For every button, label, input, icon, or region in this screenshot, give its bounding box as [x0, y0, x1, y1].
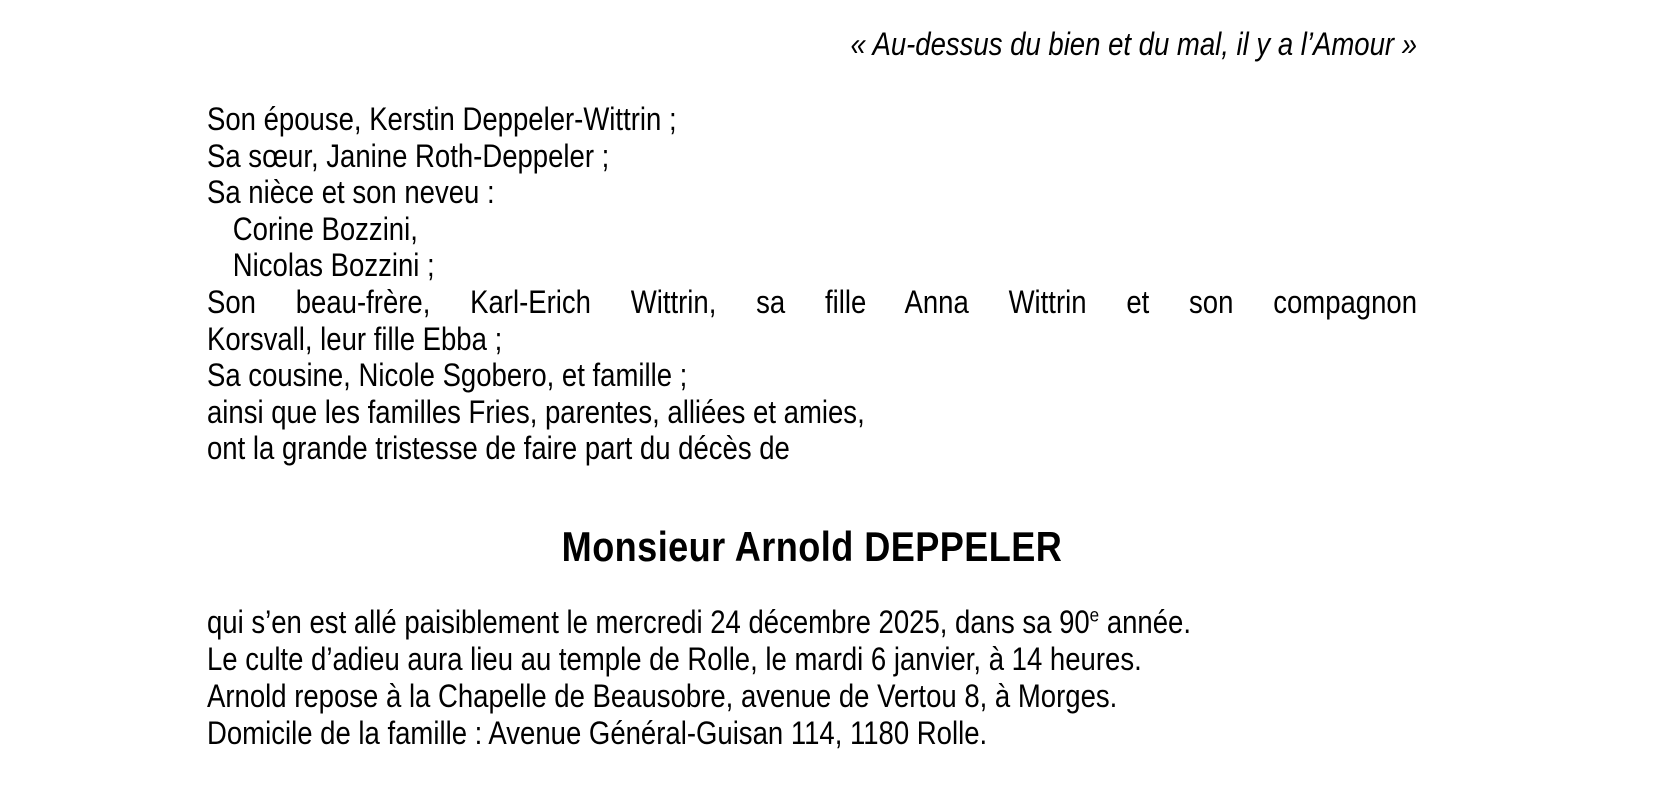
family-line-nicolas: Nicolas Bozzini ; — [232, 247, 435, 284]
family-line-niece-nephew: Sa nièce et son neveu : — [207, 174, 495, 211]
epigraph-quote: « Au-dessus du bien et du mal, il y a l’Amour » — [850, 26, 1418, 62]
family-line-announcement: ont la grande tristesse de faire part du décès de — [207, 430, 790, 467]
details-block — [207, 604, 1417, 752]
domicile-line: Domicile de la famille : Avenue Général-Guisan 114, 1180 Rolle. — [207, 714, 988, 751]
family-line-cousin: Sa cousine, Nicole Sgobero, et famille ; — [207, 357, 688, 394]
death-date-ordinal: e — [1089, 604, 1100, 627]
family-line-sister: Sa sœur, Janine Roth-Deppeler ; — [207, 137, 610, 174]
deceased-name: Monsieur Arnold DEPPELER — [561, 522, 1063, 570]
death-date-text: qui s’en est allé paisiblement le mercredi 24 décembre 2025, dans sa 90 — [207, 603, 1090, 640]
death-date-tail: année. — [1099, 603, 1191, 640]
family-line-brother-in-law: Son beau-frère, Karl-Erich Wittrin, sa fille Anna Wittrin et son compagnon — [207, 283, 1418, 320]
family-list — [207, 101, 1417, 467]
chapel-line: Arnold repose à la Chapelle de Beausobre, avenue de Vertou 8, à Morges. — [207, 677, 1118, 714]
ceremony-line: Le culte d’adieu aura lieu au temple de Rolle, le mardi 6 janvier, à 14 heures. — [207, 640, 1142, 677]
death-date-line — [207, 604, 1417, 641]
family-line-spouse: Son épouse, Kerstin Deppeler-Wittrin ; — [207, 101, 677, 137]
family-line-korsvall: Korsvall, leur fille Ebba ; — [207, 320, 503, 357]
family-line-corine: Corine Bozzini, — [232, 210, 418, 247]
obituary-content — [207, 0, 1417, 752]
family-line-families: ainsi que les familles Fries, parentes, alliées et amies, — [207, 393, 865, 430]
